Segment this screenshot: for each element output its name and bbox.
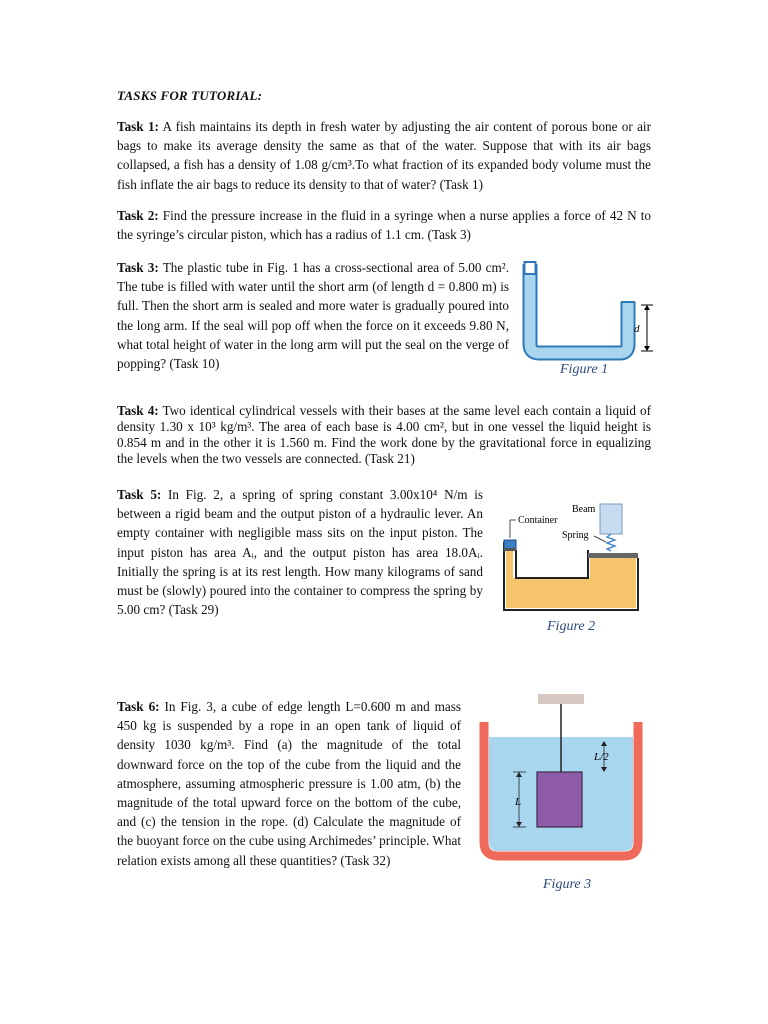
vessel-inner-wall bbox=[516, 550, 588, 578]
figure-2 bbox=[496, 498, 646, 620]
rigid-beam bbox=[600, 504, 622, 534]
task-6-label: Task 6: bbox=[117, 699, 160, 714]
figure-3 bbox=[478, 692, 648, 864]
task-4 bbox=[117, 403, 651, 467]
task-2-label: Task 2: bbox=[117, 208, 159, 223]
task-6-body: In Fig. 3, a cube of edge length L=0.600 m and mass 450 kg is suspended by a rope in an open tank of liquid of density 1030 kg/m³. Find (a) the magnitude of the total downward force on the top of the cube from the liquid and the atmosphere, assuming atmospheric pressure is 1.00 atm, (b) the magnitude of the total upward force on the bottom of the cube, and (c) the tension in the rope. (d) Calculate the magnitude of the buoyant force on the cube using Archimedes’ principle. What relation exists among all these quantities? (Task 32) bbox=[117, 699, 461, 868]
task-2 bbox=[117, 206, 651, 244]
dim-d-arrow-down bbox=[644, 346, 650, 351]
cube bbox=[537, 772, 582, 827]
spring bbox=[607, 534, 615, 551]
task-5 bbox=[117, 485, 483, 619]
task-2-body: Find the pressure increase in the fluid in a syringe when a nurse applies a force of 42 N to the syringe’s circular piston, which has a radius of 1.1 cm. (Task 3) bbox=[117, 208, 651, 243]
task-5-body: In Fig. 2, a spring of spring constant 3.00x10⁴ N/m is between a rigid beam and the output piston of a hydraulic lever. An empty container with negligible mass sits on the input piston. The input piston has area Aᵢ, and the output piston has area 18.0Aᵢ. Initially the spring is at its rest length. How many kilograms of sand must be (slowly) poured into the container to compress the spring by 5.00 cm? (Task 29) bbox=[117, 487, 483, 618]
ceiling-mount bbox=[538, 694, 584, 704]
long-arm-empty bbox=[525, 262, 536, 274]
task-4-body: Two identical cylindrical vessels with their bases at the same level each contain a liquid of density 1.30 x 10³ kg/m³. The area of each base is 4.00 cm², but in one vessel the liquid height is 0.854 m and in the other it is 1.560 m. Find the work done by the gravitational force in equalizing the levels when the two vessels are connected. (Task 21) bbox=[117, 403, 651, 466]
label-L: L bbox=[515, 796, 522, 808]
task-1 bbox=[117, 117, 651, 194]
page-heading: TASKS FOR TUTORIAL: bbox=[117, 88, 263, 103]
figure-3-caption: Figure 3 bbox=[543, 877, 592, 892]
task-3 bbox=[117, 258, 509, 373]
u-tube-outline bbox=[530, 264, 628, 353]
label-half-L: L/2 bbox=[594, 751, 609, 763]
spring-leader bbox=[594, 536, 606, 542]
task-1-label: Task 1: bbox=[117, 119, 159, 134]
figure-2-caption: Figure 2 bbox=[547, 619, 596, 634]
task-5-label: Task 5: bbox=[117, 487, 162, 502]
dim-d-arrow-up bbox=[644, 305, 650, 310]
figure-1-caption: Figure 1 bbox=[560, 362, 609, 377]
label-beam: Beam bbox=[572, 504, 596, 515]
output-piston bbox=[588, 553, 638, 558]
task-6 bbox=[117, 697, 461, 870]
task-3-body: The plastic tube in Fig. 1 has a cross-sectional area of 5.00 cm². The tube is filled with water until the short arm (of length d = 0.800 m) is full. Then the short arm is sealed and more water is gradually poured into the long arm. If the seal will pop off when the force on it exceeds 9.80 N, what total height of water in the long arm will put the seal on the verge of popping? (Task 10) bbox=[117, 260, 509, 372]
u-tube-water bbox=[530, 264, 628, 353]
task-3-label: Task 3: bbox=[117, 260, 159, 275]
task-1-body: A fish maintains its depth in fresh water by adjusting the air content of porous bone or air bags to make its average density the same as that of the water. Suppose that with its air bags collapsed, a fish has a density of 1.08 g/cm³.To what fraction of its expanded body volume must the fish inflate the air bags to reduce its density to that of water? (Task 1) bbox=[117, 119, 651, 192]
label-d: d bbox=[634, 323, 640, 335]
label-container: Container bbox=[518, 515, 558, 526]
task-4-label: Task 4: bbox=[117, 403, 159, 418]
input-piston bbox=[504, 548, 516, 551]
label-spring: Spring bbox=[562, 530, 589, 541]
